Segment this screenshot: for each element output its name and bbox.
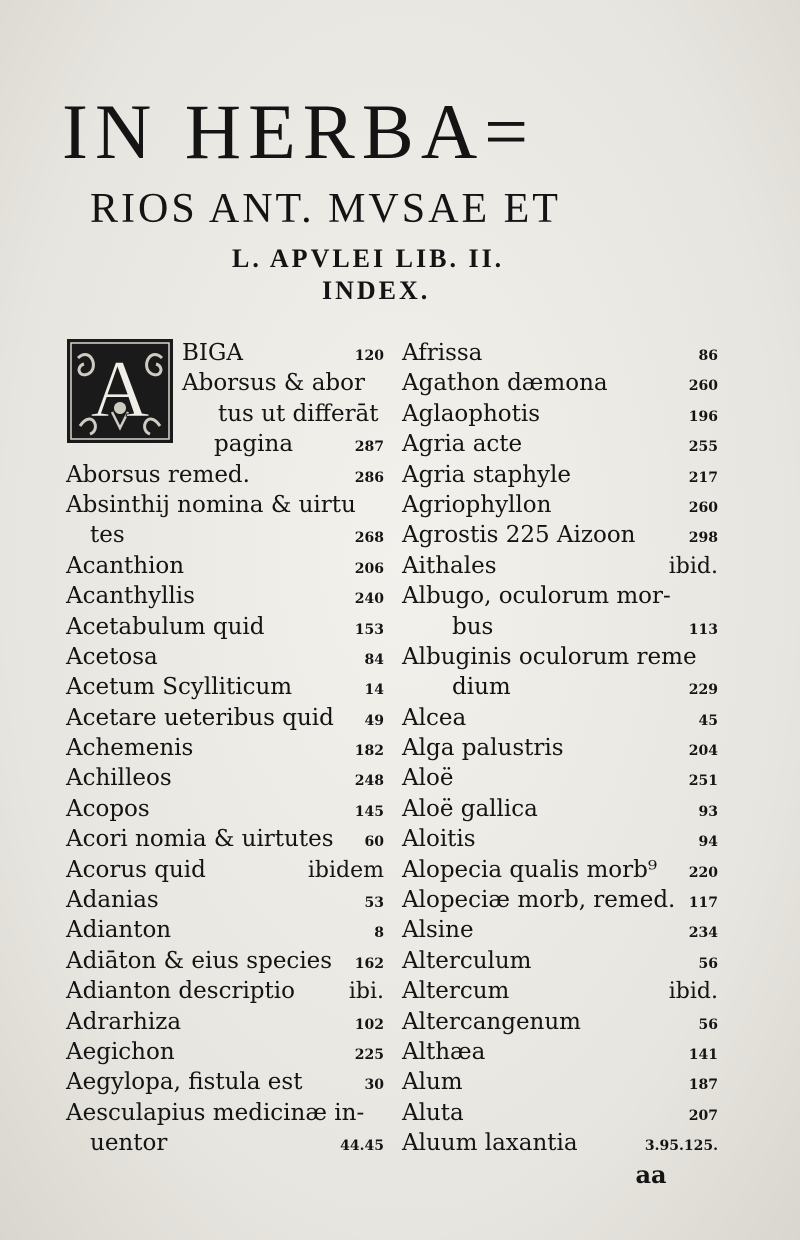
index-entry-term: dium [452,674,511,701]
index-entry-term: Aloitis [402,826,476,853]
index-entry-page: 229 [688,682,718,699]
index-entry [402,703,718,733]
index-entry-term: Alterculum [402,947,532,974]
index-entry-page: 53 [364,895,384,912]
index-entry-page: 220 [688,864,718,881]
index-entry-page: 225 [354,1046,384,1063]
index-entry [66,1037,384,1067]
index-entry [402,1067,718,1097]
index-entry-term: Achemenis [66,735,194,762]
index-entry [402,642,718,672]
index-heading: INDEX. [322,276,431,305]
index-entry-page: 251 [688,773,718,790]
index-entry [402,1037,718,1067]
index-entry-page: 286 [354,469,384,486]
index-entry [66,612,384,642]
index-entry-term: uentor [90,1130,168,1157]
index-entry [402,1007,718,1037]
index-entry-page: 298 [688,530,718,547]
index-entry-page: 56 [698,955,718,972]
index-column-left [66,338,384,1159]
index-entry [402,581,718,611]
index-entry-term: Aloë gallica [402,795,538,822]
index-entry-term: Agria acte [402,431,523,458]
index-entry-page: 44.45 [340,1138,384,1155]
index-entry [402,794,718,824]
index-entry [402,976,718,1006]
index-entry-term: Aluum laxantia [402,1130,578,1157]
index-entry-term: Agria staphyle [402,461,571,488]
index-entry-term: Agathon dæmona [402,370,608,397]
index-entry [402,399,718,429]
index-entry-term: Adiāton & eius species [66,947,333,974]
index-entry [402,885,718,915]
index-entry-term: Albuginis oculorum reme [402,643,697,670]
index-entry [402,824,718,854]
index-entry-term: Aluta [402,1099,464,1126]
index-entry-term: Altercangenum [402,1008,581,1035]
index-entry-page: 141 [688,1046,718,1063]
index-entry-term: Aithales [402,552,497,579]
index-entry [66,976,384,1006]
index-entry-term: Aborsus & abor [182,370,365,397]
index-entry-page: 49 [364,712,384,729]
index-entry [66,794,384,824]
index-entry-term: Acetosa [66,643,158,670]
index-entry [66,490,384,520]
index-entry-page: 217 [688,469,718,486]
index-entry [66,338,384,368]
index-entry [66,733,384,763]
index-entry-page: 204 [688,743,718,760]
index-entry-page: 145 [354,803,384,820]
index-entry-page: 153 [354,621,384,638]
index-entry [402,490,718,520]
index-entry-term: Acanthyllis [66,583,195,610]
index-entry-term: Adianton [66,917,172,944]
index-entry-term: Adrarhiza [66,1008,182,1035]
index-entry-term: Altercum [402,978,510,1005]
index-entry [66,946,384,976]
index-entry [66,915,384,945]
index-entry [402,551,718,581]
index-entry-term: BIGA [182,340,243,366]
index-entry [402,612,718,642]
index-entry-term: Aborsus remed. [66,461,250,488]
index-entry-page: 60 [364,834,384,851]
index-entry [402,855,718,885]
index-entry-page: 207 [688,1107,718,1124]
index-entry [66,429,384,459]
index-entry-term: Absinthij nomina & uirtu [66,491,356,518]
index-entry-page: 102 [354,1016,384,1033]
index-entry [66,1067,384,1097]
index-entry-term: Albugo, oculorum mor- [402,583,671,610]
index-entry-page: ibid. [668,979,718,1005]
index-entry-page: 162 [354,955,384,972]
index-entry [66,1007,384,1037]
index-entry [402,429,718,459]
index-entry-term: Alum [402,1069,463,1096]
index-entry [66,824,384,854]
index-entry-term: Acetabulum quid [66,613,265,640]
index-entry [66,855,384,885]
index-entry-term: Acanthion [66,552,185,579]
index-entry-term: Alopecia qualis morb⁹ [402,856,658,883]
index-entry-term: tus ut differāt [218,400,379,427]
index-entry-term: Acori nomia & uirtutes [66,826,334,853]
index-entry [66,520,384,550]
title-line-3: L. APVLEI LIB. II. [232,244,505,273]
index-entry [66,581,384,611]
index-entry [402,946,718,976]
index-entry-term: Aegylopa, fistula est [66,1069,303,1096]
index-entry-term: Agrostis 225 Aizoon [402,522,636,549]
index-entry [402,338,718,368]
index-entry [66,703,384,733]
index-entry-term: Acopos [66,795,150,822]
index-entry-term: Achilleos [66,765,172,792]
index-entry [66,763,384,793]
index-entry-page: 248 [354,773,384,790]
index-entry-page: 93 [698,803,718,820]
index-entry-term: Adianton descriptio [66,978,295,1005]
index-entry-page: 234 [688,925,718,942]
index-entry-term: Acetum Scylliticum [66,674,293,701]
index-entry-term: Alsine [402,917,474,944]
index-entry [402,733,718,763]
index-entry-page: 260 [688,499,718,516]
index-entry-page: 3.95.125. [644,1138,718,1155]
index-entry-term: Acorus quid [66,856,206,883]
index-entry [402,763,718,793]
index-entry [66,642,384,672]
index-entry-page: 94 [698,834,718,851]
index-entry-page: ibid. [668,553,718,579]
index-entry [66,672,384,702]
index-entry [402,520,718,550]
index-entry-term: tes [90,522,125,549]
index-entry-term: Aloë [402,765,454,792]
index-entry-term: Aglaophotis [402,400,541,427]
index-entry-page: 86 [698,348,718,364]
index-entry-page: 113 [688,621,718,638]
index-entry-term: Alcea [402,704,467,731]
index-entry [66,460,384,490]
index-entry-term: Agriophyllon [402,491,552,518]
index-entry-page: 84 [364,651,384,668]
index-entry-page: 45 [698,712,718,729]
index-entry-page: 255 [688,439,718,456]
index-entry-term: Alga palustris [402,735,564,762]
index-column-right [402,338,718,1159]
index-entry [66,551,384,581]
index-entry-term: Aegichon [66,1038,175,1065]
index-entry-term: Acetare ueteribus quid [66,704,334,731]
index-entry [66,1128,384,1158]
index-entry-page: ibi. [348,979,384,1005]
index-entry-term: Adanias [66,887,159,914]
title-line-2: RIOS ANT. MVSAE ET [90,186,561,232]
index-entry-page: 8 [374,925,384,942]
index-entry-page: 287 [354,439,384,456]
index-entry [402,672,718,702]
index-entry-term: Althæa [402,1038,486,1065]
catchword: aa [635,1160,667,1189]
title-line-1: IN HERBA= [62,88,536,175]
index-entry-term: pagina [214,431,294,458]
index-entry-term: Afrissa [402,340,483,366]
index-entry-page: 196 [688,408,718,425]
index-entry [66,885,384,915]
index-entry-page: 268 [354,530,384,547]
index-entry-page: 260 [688,378,718,395]
index-entry-page: 117 [688,895,718,912]
index-entry [66,1098,384,1128]
index-entry [402,460,718,490]
index-entry [66,399,384,429]
initial-letter-glyph: A [90,343,150,434]
index-entry-page: 30 [364,1077,384,1094]
index-entry-page: 182 [354,743,384,760]
index-entry-term: bus [452,613,494,640]
index-entry-page: 240 [354,591,384,608]
index-entry-page: 56 [698,1016,718,1033]
index-entry-page: 120 [354,348,384,364]
index-entry [66,368,384,398]
index-entry [402,1098,718,1128]
index-entry [402,915,718,945]
index-entry-page: 206 [354,560,384,577]
index-entry [402,368,718,398]
index-entry-page: ibidem [307,857,384,883]
index-entry [402,1128,718,1158]
index-entry-page: 14 [364,682,384,699]
index-entry-term: Aesculapius medicinæ in- [66,1099,365,1126]
index-entry-term: Alopeciæ morb, remed. [402,887,676,914]
index-entry-page: 187 [688,1077,718,1094]
